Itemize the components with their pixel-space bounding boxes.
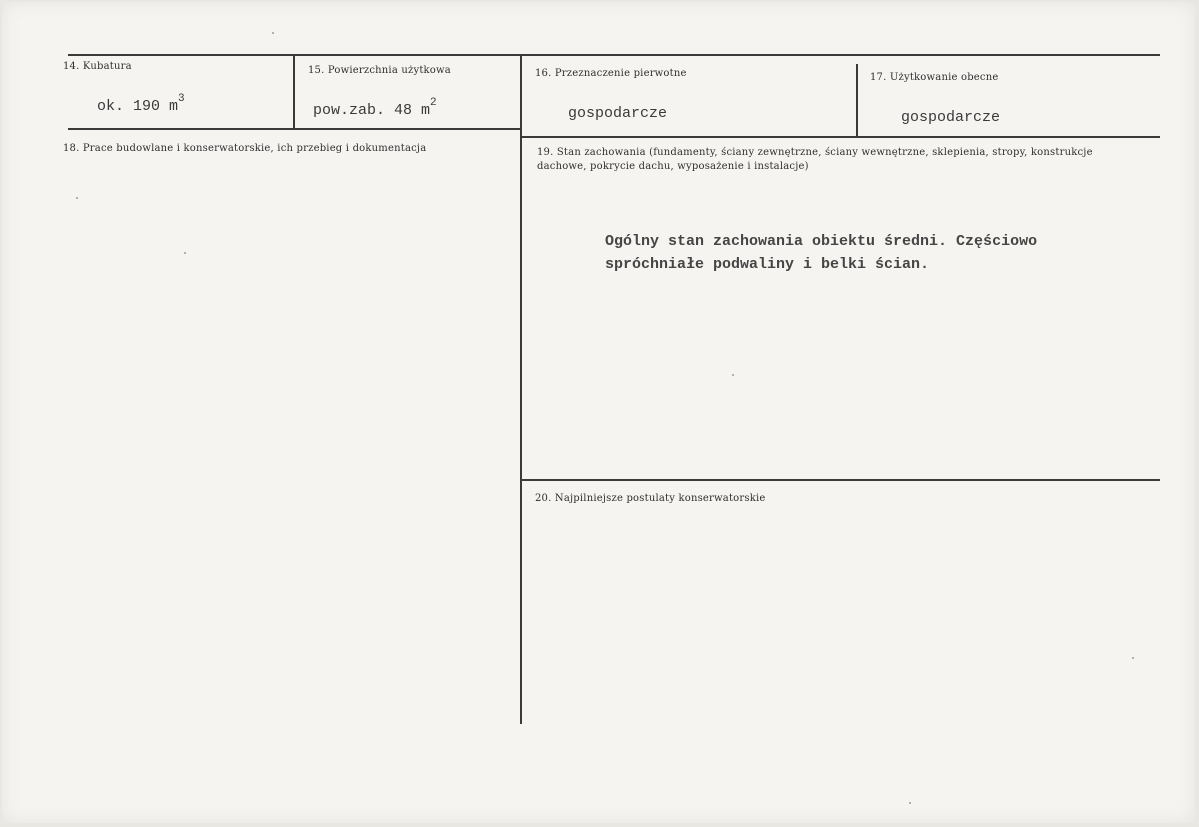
top-rule: [68, 54, 1160, 56]
field-19-label-line2: dachowe, pokrycie dachu, wyposażenie i instalacje): [537, 161, 809, 172]
scan-speck: [272, 32, 274, 34]
divider-15-16: [520, 54, 522, 724]
header-bottom-rule-right: [522, 136, 1160, 138]
field-15-label: 15. Powierzchnia użytkowa: [308, 65, 451, 76]
field-14-unit-exponent: 3: [178, 93, 185, 105]
scan-speck: [184, 252, 186, 254]
field-17-value: gospodarcze: [901, 109, 1001, 126]
field-14-value: [97, 93, 185, 115]
header-bottom-rule: [68, 128, 522, 130]
field-19-label-line1: 19. Stan zachowania (fundamenty, ściany zewnętrzne, ściany wewnętrzne, sklepienia, stropy, konstrukcje: [537, 147, 1093, 158]
field-15-value: [313, 97, 437, 119]
field-18-label: 18. Prace budowlane i konserwatorskie, ich przebieg i dokumentacja: [63, 143, 427, 154]
record-card: [2, 2, 1195, 823]
divider-14-15: [293, 54, 295, 128]
field-17-label: 17. Użytkowanie obecne: [870, 72, 999, 83]
scan-speck: [76, 197, 78, 199]
scan-speck: [732, 374, 734, 376]
field-16-label: 16. Przeznaczenie pierwotne: [535, 68, 687, 79]
field-15-unit-exponent: 2: [430, 97, 437, 109]
field-14-label: 14. Kubatura: [63, 61, 132, 72]
section-19-bottom-rule: [522, 479, 1160, 481]
field-19-text-line2: spróchniałe podwaliny i belki ścian.: [605, 256, 930, 273]
scan-speck: [1132, 657, 1134, 659]
field-14-value-text: ok. 190 m: [97, 98, 179, 115]
scan-speck: [909, 802, 911, 804]
field-15-value-text: pow.zab. 48 m: [313, 102, 431, 119]
field-19-text-line1: Ogólny stan zachowania obiektu średni. Częściowo: [605, 233, 1038, 250]
field-20-label: 20. Najpilniejsze postulaty konserwatorskie: [535, 493, 766, 504]
divider-16-17: [856, 64, 858, 136]
field-16-value: gospodarcze: [568, 105, 668, 122]
